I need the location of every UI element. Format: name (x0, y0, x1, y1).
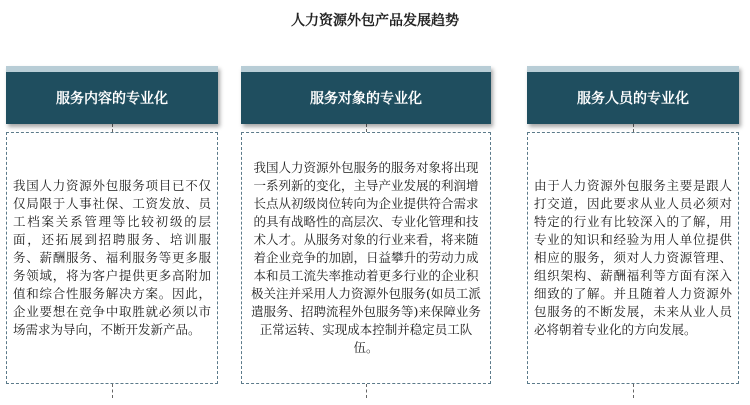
column-body (241, 132, 491, 384)
column-heading: 服务人员的专业化 (577, 91, 689, 107)
column-heading: 服务对象的专业化 (310, 91, 422, 107)
column-header (6, 66, 218, 124)
column-body-text: 我国人力资源外包服务的服务对象将出现一系列新的变化，主导产业发展的利润增长点从初级岗位转向为企业提供符合需求的具有战略性的高层次、专业化管理和技术人才。从服务对象的行业来看，将来随着企业竞争的加剧，日益攀升的劳动力成本和员工流失率推动着更多行业的企业积极关注并采用人力资源外包服务(如员工派遣服务、招聘流程外包服务等)来保障业务正常运转、实现成本控制并稳定员工队伍。 (251, 160, 481, 355)
connector-line-bottom (366, 384, 367, 398)
column-service-target (241, 66, 491, 398)
column-header (241, 66, 491, 124)
column-body-text: 由于人力资源外包服务主要是跟人打交道，因此要求从业人员必须对特定的行业有比较深入的了解，用专业的知识和经验为用人单位提供相应的服务，须对人力资源管理、组织架构、薪酬福利等方面有深入细致的了解。并且随着人力资源外包服务的不断发展，未来从业人员必将朝着专业化的方向发展。 (534, 178, 732, 337)
column-body (527, 132, 739, 384)
column-body-text: 我国人力资源外包服务项目已不仅仅局限于人事社保、工资发放、员工档案关系管理等比较初级的层面，还拓展到招聘服务、培训服务、薪酬服务、福利服务等更多服务领域，将为客户提供更多高附加值和综合性服务解决方案。因此，企业要想在竞争中取胜就必须以市场需求为导向，不断开发新产品。 (13, 178, 211, 337)
connector-line-bottom (112, 384, 113, 398)
column-header (527, 66, 739, 124)
column-service-content (6, 66, 218, 398)
column-service-staff (527, 66, 739, 398)
column-heading: 服务内容的专业化 (56, 91, 168, 107)
page-title: 人力资源外包产品发展趋势 (291, 13, 459, 29)
connector-line (633, 124, 634, 132)
connector-line (112, 124, 113, 132)
connector-line-bottom (633, 384, 634, 398)
column-body (6, 132, 218, 384)
connector-line (366, 124, 367, 132)
